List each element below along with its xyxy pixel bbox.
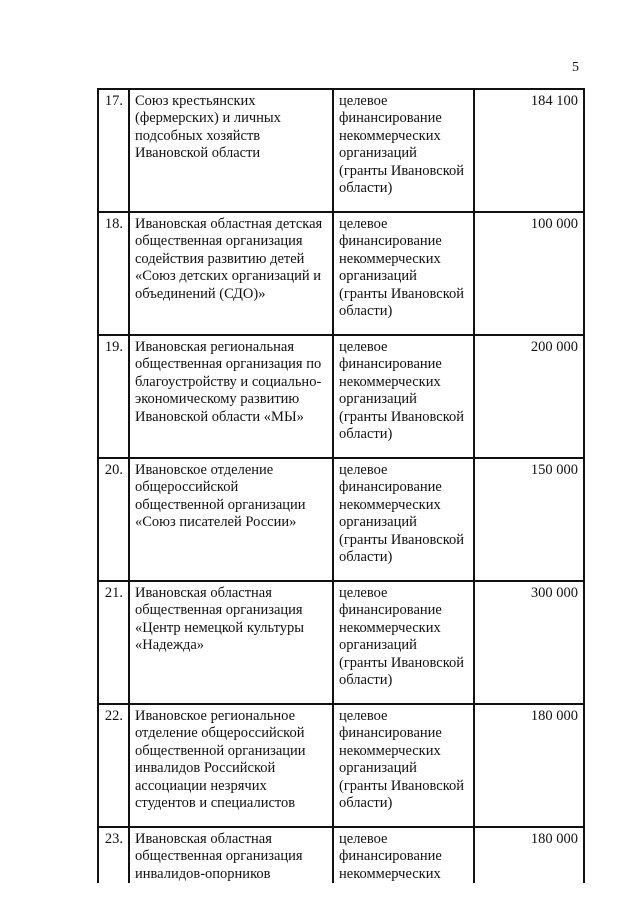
organization-name: Союз крестьянских (фермерских) и личных подсобных хозяйств Ивановской области — [129, 89, 333, 212]
grant-amount: 150 000 — [474, 458, 584, 581]
table-row — [98, 89, 584, 212]
funding-type: целевое финансирование некоммерческих организаций (гранты Ивановской области) — [333, 704, 474, 827]
organization-name: Ивановская областная общественная организация инвалидов-опорников — [129, 827, 333, 883]
organization-name: Ивановское отделение общероссийской общественной организации «Союз писателей России» — [129, 458, 333, 581]
organization-name: Ивановская областная общественная организация «Центр немецкой культуры «Надежда» — [129, 581, 333, 704]
table-row — [98, 212, 584, 335]
grant-amount: 180 000 — [474, 704, 584, 827]
organization-name: Ивановское региональное отделение общероссийской общественной организации инвалидов Российской ассоциации незрячих студентов и специалистов — [129, 704, 333, 827]
row-number: 23. — [98, 827, 129, 883]
funding-type: целевое финансирование некоммерческих организаций (гранты Ивановской области) — [333, 581, 474, 704]
table-row — [98, 458, 584, 581]
row-number: 22. — [98, 704, 129, 827]
row-number: 21. — [98, 581, 129, 704]
table-row — [98, 581, 584, 704]
table-row — [98, 335, 584, 458]
funding-type: целевое финансирование некоммерческих организаций (гранты Ивановской области) — [333, 212, 474, 335]
table-row — [98, 704, 584, 827]
grants-table — [97, 88, 585, 883]
organization-name: Ивановская областная детская общественная организация содействия развитию детей «Союз детских организаций и объединений (СДО)» — [129, 212, 333, 335]
row-number: 19. — [98, 335, 129, 458]
grant-amount: 180 000 — [474, 827, 584, 883]
funding-type: целевое финансирование некоммерческих — [333, 827, 474, 883]
funding-type: целевое финансирование некоммерческих организаций (гранты Ивановской области) — [333, 335, 474, 458]
grant-amount: 300 000 — [474, 581, 584, 704]
grant-amount: 200 000 — [474, 335, 584, 458]
grant-amount: 100 000 — [474, 212, 584, 335]
funding-type: целевое финансирование некоммерческих организаций (гранты Ивановской области) — [333, 89, 474, 212]
row-number: 17. — [98, 89, 129, 212]
funding-type: целевое финансирование некоммерческих организаций (гранты Ивановской области) — [333, 458, 474, 581]
page-number: 5 — [572, 60, 579, 75]
row-number: 18. — [98, 212, 129, 335]
table-row — [98, 827, 584, 883]
grant-amount: 184 100 — [474, 89, 584, 212]
row-number: 20. — [98, 458, 129, 581]
organization-name: Ивановская региональная общественная организация по благоустройству и социально- экономическому развитию Ивановской области «МЫ» — [129, 335, 333, 458]
